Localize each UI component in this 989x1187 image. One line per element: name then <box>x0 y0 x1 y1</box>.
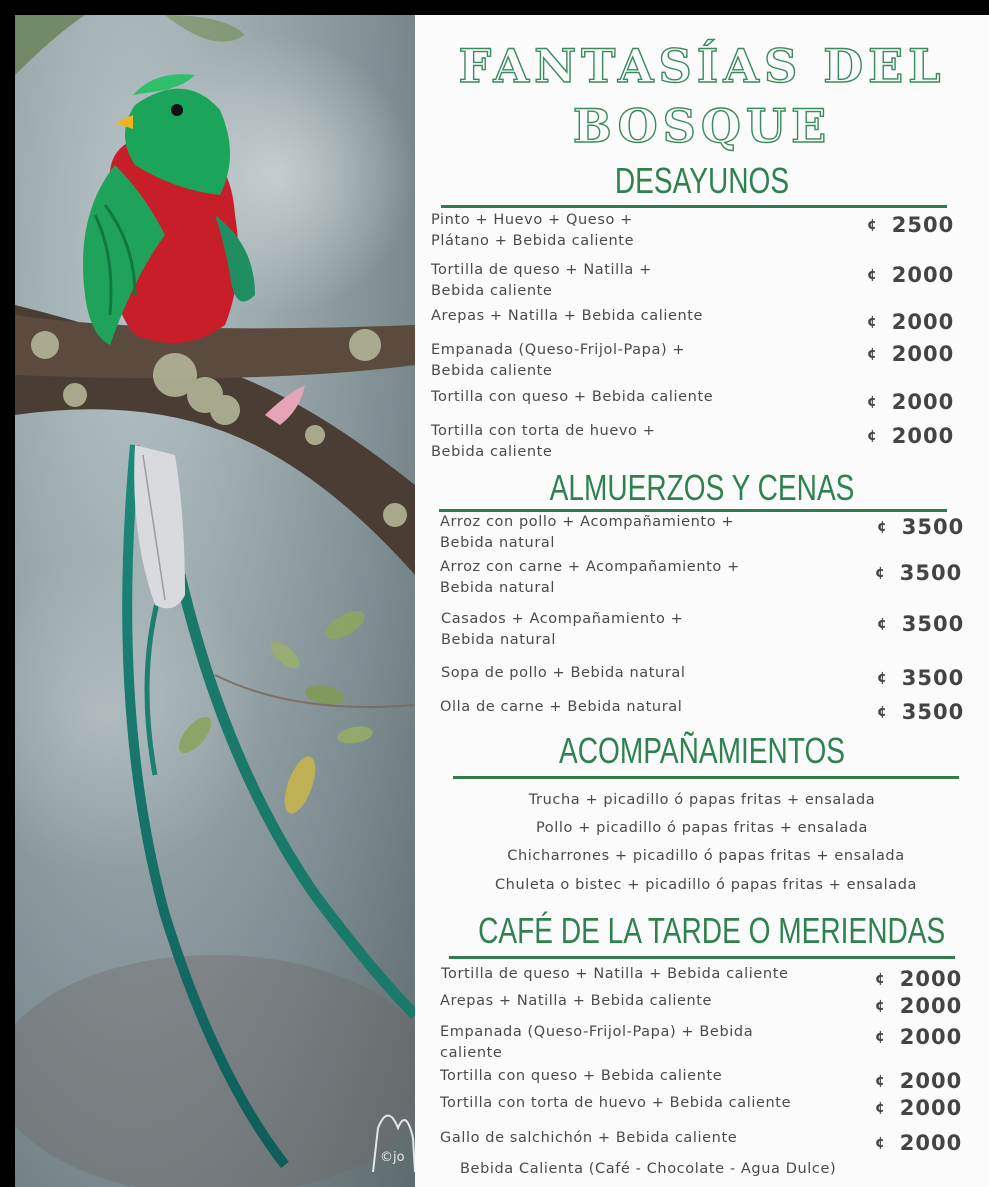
currency-symbol: ¢ <box>877 704 888 720</box>
currency-symbol: ¢ <box>875 1135 886 1151</box>
price-value: 2500 <box>891 213 955 237</box>
menu-item-name: Tortilla de queso + Natilla + Bebida caliente <box>431 262 652 299</box>
menu-item-price <box>867 263 954 287</box>
price-value: 3500 <box>901 700 965 724</box>
menu-item-name: Arepas + Natilla + Bebida caliente <box>431 308 704 324</box>
currency-symbol: ¢ <box>867 346 878 362</box>
menu-item-price <box>875 1069 962 1093</box>
menu-item-price <box>867 424 954 448</box>
menu-item-name: Tortilla con torta de huevo + Bebida caliente <box>431 423 656 460</box>
section-heading-acompanamientos: ACOMPAÑAMIENTOS <box>558 730 846 771</box>
price-value: 3500 <box>901 666 965 690</box>
currency-symbol: ¢ <box>875 1073 886 1089</box>
watermark-text: ©jo <box>380 1150 405 1165</box>
menu-item-price <box>867 213 954 237</box>
currency-symbol: ¢ <box>875 998 886 1014</box>
drinks-footer-note: Bebida Calienta (Café - Chocolate - Agua Dulce) <box>460 1161 837 1177</box>
currency-symbol: ¢ <box>875 1029 886 1045</box>
currency-symbol: ¢ <box>877 616 888 632</box>
side-item: Trucha + picadillo ó papas fritas + ensalada <box>528 792 876 808</box>
menu-item-name: Sopa de pollo + Bebida natural <box>441 665 686 681</box>
side-item: Pollo + picadillo ó papas fritas + ensalada <box>535 820 869 836</box>
menu-item-name: Arepas + Natilla + Bebida caliente <box>440 993 713 1009</box>
menu-item-price <box>875 967 962 991</box>
menu-item-price <box>877 666 964 690</box>
menu-item-price <box>875 1096 962 1120</box>
menu-item-name: Arroz con pollo + Acompañamiento + Bebida natural <box>440 514 735 551</box>
currency-symbol: ¢ <box>875 971 886 987</box>
currency-symbol: ¢ <box>867 428 878 444</box>
price-value: 2000 <box>891 342 955 366</box>
currency-symbol: ¢ <box>877 519 888 535</box>
menu-item-price <box>875 561 962 585</box>
price-value: 3500 <box>901 612 965 636</box>
menu-item-price <box>875 1025 962 1049</box>
menu-item-price <box>875 1131 962 1155</box>
menu-item-name: Empanada (Queso-Frijol-Papa) + Bebida caliente <box>431 342 686 379</box>
menu-item-price <box>867 390 954 414</box>
currency-symbol: ¢ <box>867 217 878 233</box>
menu-panel <box>415 15 989 1187</box>
menu-item-name: Arroz con carne + Acompañamiento + Bebida natural <box>440 559 740 596</box>
section-heading-cafe: CAFÉ DE LA TARDE O MERIENDAS <box>478 910 946 951</box>
price-value: 2000 <box>899 1069 963 1093</box>
menu-item-price <box>867 310 954 334</box>
price-value: 2000 <box>899 1131 963 1155</box>
menu-item-price <box>867 342 954 366</box>
side-item: Chuleta o bistec + picadillo ó papas fritas + ensalada <box>494 877 918 893</box>
menu-item-name: Gallo de salchichón + Bebida caliente <box>440 1130 738 1146</box>
price-value: 2000 <box>899 967 963 991</box>
price-value: 2000 <box>899 994 963 1018</box>
price-value: 3500 <box>901 515 965 539</box>
menu-item-name: Olla de carne + Bebida natural <box>440 699 683 715</box>
menu-item-name: Tortilla con torta de huevo + Bebida caliente <box>440 1095 792 1111</box>
price-value: 2000 <box>891 310 955 334</box>
currency-symbol: ¢ <box>877 670 888 686</box>
section-heading-almuerzos: ALMUERZOS Y CENAS <box>549 467 855 508</box>
menu-title-line2: BOSQUE <box>572 99 832 153</box>
section-divider <box>449 956 955 959</box>
menu-item-name: Casados + Acompañamiento + Bebida natural <box>441 611 684 648</box>
side-item: Chicharrones + picadillo ó papas fritas + ensalada <box>507 848 905 864</box>
menu-item-price <box>875 994 962 1018</box>
price-value: 2000 <box>899 1025 963 1049</box>
currency-symbol: ¢ <box>867 394 878 410</box>
price-value: 3500 <box>899 561 963 585</box>
section-heading-desayunos: DESAYUNOS <box>614 160 790 201</box>
menu-item-name: Tortilla de queso + Natilla + Bebida caliente <box>441 966 789 982</box>
price-value: 2000 <box>891 390 955 414</box>
menu-item-name: Tortilla con queso + Bebida caliente <box>440 1068 723 1084</box>
price-value: 2000 <box>899 1096 963 1120</box>
price-value: 2000 <box>891 424 955 448</box>
menu-item-price <box>877 612 964 636</box>
currency-symbol: ¢ <box>875 565 886 581</box>
quetzal-photo <box>15 15 415 1187</box>
section-divider <box>441 205 947 208</box>
currency-symbol: ¢ <box>875 1100 886 1116</box>
currency-symbol: ¢ <box>867 314 878 330</box>
menu-item-price <box>877 515 964 539</box>
currency-symbol: ¢ <box>867 267 878 283</box>
section-divider <box>453 776 959 779</box>
menu-title-line1: FANTASÍAS DEL <box>458 39 946 93</box>
price-value: 2000 <box>891 263 955 287</box>
menu-item-name: Empanada (Queso-Frijol-Papa) + Bebida caliente <box>440 1024 754 1061</box>
menu-item-name: Tortilla con queso + Bebida caliente <box>431 389 714 405</box>
menu-item-name: Pinto + Huevo + Queso + Plátano + Bebida caliente <box>431 212 635 249</box>
quetzal-illustration <box>15 15 415 1187</box>
menu-item-price <box>877 700 964 724</box>
